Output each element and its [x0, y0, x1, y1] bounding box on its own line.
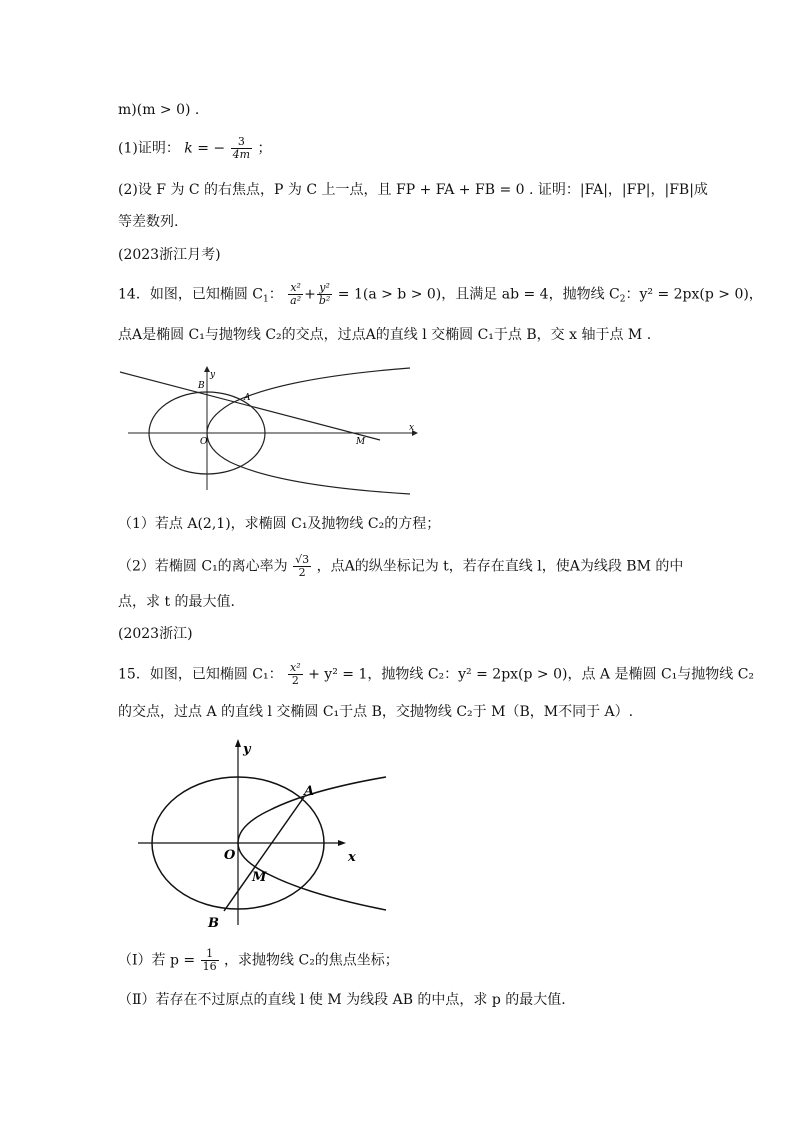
q14-text-a: 14．如图，已知椭圆 C: [118, 286, 263, 303]
q15-text-b: + y² = 1，抛物线 C₂：y² = 2px(p > 0)，点 A 是椭圆 C₁与抛物线 C₂: [308, 666, 755, 683]
frac-den: 16: [202, 960, 217, 973]
q14-line1: 14．如图，已知椭圆 $C_1$： $\frac{\text{x²}}{\text{a²}}$ + $\frac{\text{y²}}{\text{b²}}$ = 1(a > b > 0)，且满足 ab = 4，抛物线 $C_2$：y² = 2px(p > 0)，: [118, 281, 763, 307]
label-B: B: [208, 916, 219, 931]
label-x: x: [348, 850, 356, 865]
q14-text-c: = 1(a > b > 0)，且满足 ab = 4，抛物线 C: [333, 286, 620, 303]
q15-line2: 的交点，过点 A 的直线 l 交椭圆 C₁于点 B，交抛物线 C₂于 M（B，M不同于 A）.: [118, 704, 634, 720]
label-x: x: [409, 423, 415, 433]
frac-den: a²: [290, 294, 302, 307]
q15-part1-a: （Ⅰ）若 p =: [118, 952, 200, 969]
text-line-continuation: m)(m > 0) .: [118, 102, 200, 118]
fraction-1-over-16: [201, 948, 219, 973]
part1-end: ；: [257, 140, 272, 157]
source-label-2: (2023浙江): [118, 626, 193, 642]
frac-num: 1: [201, 948, 219, 961]
q14-line2: 点A是椭圆 C₁与抛物线 C₂的交点，过点A的直线 l 交椭圆 C₁于点 B，交 x 轴于点 M .: [118, 327, 652, 343]
label-y: y: [210, 370, 216, 380]
q14-part2-cont: 点，求 t 的最大值.: [118, 594, 235, 610]
q14-text-b: ：: [268, 286, 283, 303]
figure-q15: [130, 735, 400, 935]
q15-part2: （Ⅱ）若存在不过原点的直线 l 使 M 为线段 AB 的中点，求 p 的最大值.: [118, 992, 566, 1008]
q14-part1: （1）若点 A(2,1)，求椭圆 C₁及抛物线 C₂的方程；: [118, 516, 441, 532]
frac-num: x²: [288, 282, 303, 295]
fraction-3-over-4m: [231, 136, 252, 161]
q14-part2-a: （2）若椭圆 C₁的离心率为: [118, 558, 288, 575]
fraction-denominator: 4m: [232, 148, 251, 161]
frac-den: 2: [291, 674, 299, 687]
text-line-part2-cont: 等差数列.: [118, 214, 179, 230]
q14-part2-b: ，点A的纵坐标记为 t，若存在直线 l，使A为线段 BM 的中: [316, 558, 684, 575]
x-axis-arrow: [338, 840, 346, 846]
text-line-part2: (2)设 F 为 C 的右焦点，P 为 C 上一点，且 FP + FA + FB = 0 . 证明：|FA|，|FP|，|FB|成: [118, 182, 708, 198]
source-label-1: (2023浙江月考): [118, 247, 221, 263]
figure-q14: [110, 360, 430, 500]
frac-num: y²: [317, 282, 332, 295]
q15-text-a: 15．如图，已知椭圆 C₁：: [118, 666, 283, 683]
label-B: B: [198, 381, 205, 391]
parabola-c2: [207, 368, 410, 494]
q15-part1: [118, 948, 399, 973]
frac-den: 2: [298, 566, 306, 579]
frac-den: b²: [318, 294, 331, 307]
label-O: O: [200, 437, 208, 447]
fraction-sqrt3-over-2: [293, 554, 311, 579]
q15-fraction-x: [288, 662, 303, 687]
q15-line1: [118, 662, 754, 687]
label-O: O: [224, 848, 236, 863]
frac-num: √3: [295, 553, 310, 566]
label-A: A: [304, 784, 315, 799]
part1-prefix: (1)证明：: [118, 140, 180, 157]
y-axis-arrow: [235, 739, 241, 747]
q15-part1-b: ，求抛物线 C₂的焦点坐标；: [224, 952, 399, 969]
q14-text-d: ：y² = 2px(p > 0)，: [625, 286, 763, 303]
part1-k: k = −: [184, 140, 226, 157]
frac-num: x²: [290, 661, 301, 674]
label-y: y: [243, 742, 251, 757]
line-l: [120, 372, 380, 440]
fraction-numerator: 3: [231, 136, 252, 149]
label-A: A: [244, 393, 251, 403]
label-M: M: [356, 437, 366, 447]
q14-fraction-x: [288, 282, 303, 307]
text-line-part1: [118, 136, 272, 161]
q14-fraction-y: [317, 282, 332, 307]
label-M: M: [252, 870, 267, 885]
q14-part2: [118, 554, 683, 579]
